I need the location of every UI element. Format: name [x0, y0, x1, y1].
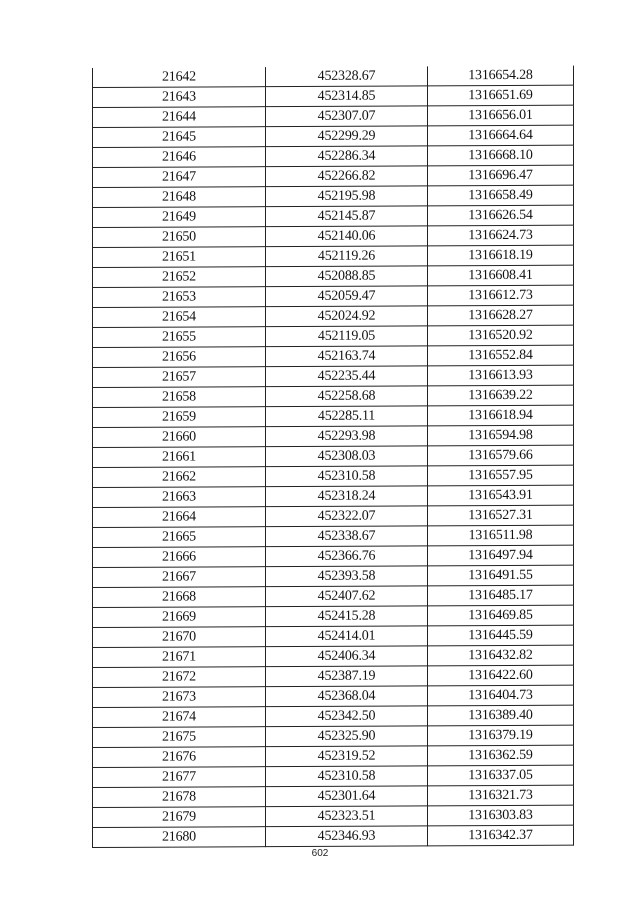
point-id-cell: 21668	[93, 587, 266, 608]
point-id-cell: 21662	[93, 467, 266, 488]
point-id-cell: 21644	[93, 107, 266, 128]
x-coordinate-cell: 452285.11	[266, 406, 428, 427]
table-row	[93, 425, 574, 447]
table-row	[93, 485, 574, 507]
x-coordinate-cell: 452342.50	[266, 706, 428, 727]
table-row	[93, 445, 574, 467]
table-row	[93, 365, 574, 387]
x-coordinate-cell: 452366.76	[266, 546, 428, 567]
x-coordinate-cell: 452235.44	[266, 366, 428, 387]
x-coordinate-cell: 452387.19	[266, 666, 428, 687]
point-id-cell: 21676	[93, 747, 266, 768]
x-coordinate-cell: 452368.04	[266, 686, 428, 707]
point-id-cell: 21675	[93, 727, 266, 748]
y-coordinate-cell: 1316432.82	[428, 645, 574, 666]
table-row	[93, 225, 574, 247]
table-row	[93, 205, 574, 227]
table-row	[93, 625, 574, 647]
x-coordinate-cell: 452024.92	[266, 306, 428, 327]
point-id-cell: 21657	[93, 367, 266, 388]
table-row	[93, 325, 574, 347]
point-id-cell: 21672	[93, 667, 266, 688]
point-id-cell: 21658	[93, 387, 266, 408]
table-row	[93, 345, 574, 367]
y-coordinate-cell: 1316658.49	[428, 185, 574, 206]
point-id-cell: 21664	[93, 507, 266, 528]
table-row	[93, 505, 574, 527]
y-coordinate-cell: 1316651.69	[428, 85, 574, 106]
x-coordinate-cell: 452338.67	[266, 526, 428, 547]
point-id-cell: 21654	[93, 307, 266, 328]
table-row	[93, 545, 574, 567]
x-coordinate-cell: 452310.58	[266, 766, 428, 787]
x-coordinate-cell: 452088.85	[266, 266, 428, 287]
table-row	[93, 685, 574, 707]
point-id-cell: 21677	[93, 767, 266, 788]
y-coordinate-cell: 1316497.94	[428, 545, 574, 566]
y-coordinate-cell: 1316543.91	[428, 485, 574, 506]
y-coordinate-cell: 1316618.19	[428, 245, 574, 266]
point-id-cell: 21659	[93, 407, 266, 428]
x-coordinate-cell: 452258.68	[266, 386, 428, 407]
y-coordinate-cell: 1316612.73	[428, 285, 574, 306]
point-id-cell: 21666	[93, 547, 266, 568]
table-row	[93, 185, 574, 207]
x-coordinate-cell: 452325.90	[266, 726, 428, 747]
x-coordinate-cell: 452415.28	[266, 606, 428, 627]
x-coordinate-cell: 452286.34	[266, 146, 428, 167]
y-coordinate-cell: 1316608.41	[428, 265, 574, 286]
y-coordinate-cell: 1316594.98	[428, 425, 574, 446]
x-coordinate-cell: 452266.82	[266, 166, 428, 187]
point-id-cell: 21671	[93, 647, 266, 668]
y-coordinate-cell: 1316624.73	[428, 225, 574, 246]
table-row	[93, 525, 574, 547]
x-coordinate-cell: 452319.52	[266, 746, 428, 767]
point-id-cell: 21646	[93, 147, 266, 168]
y-coordinate-cell: 1316511.98	[428, 525, 574, 546]
x-coordinate-cell: 452119.26	[266, 246, 428, 267]
point-id-cell: 21673	[93, 687, 266, 708]
table-row	[93, 785, 574, 807]
x-coordinate-cell: 452322.07	[266, 506, 428, 527]
x-coordinate-cell: 452328.67	[266, 66, 428, 86]
x-coordinate-cell: 452293.98	[266, 426, 428, 447]
table-row	[93, 305, 574, 327]
point-id-cell: 21653	[93, 287, 266, 308]
x-coordinate-cell: 452307.07	[266, 106, 428, 127]
point-id-cell: 21648	[93, 187, 266, 208]
table-row	[93, 165, 574, 187]
table-row	[93, 605, 574, 627]
point-id-cell: 21667	[93, 567, 266, 588]
point-id-cell: 21679	[93, 807, 266, 828]
y-coordinate-cell: 1316668.10	[428, 145, 574, 166]
y-coordinate-cell: 1316664.64	[428, 125, 574, 146]
table-row	[93, 665, 574, 687]
y-coordinate-cell: 1316696.47	[428, 165, 574, 186]
point-id-cell: 21665	[93, 527, 266, 548]
y-coordinate-cell: 1316469.85	[428, 605, 574, 626]
point-id-cell: 21655	[93, 327, 266, 348]
table-row	[93, 85, 574, 107]
y-coordinate-cell: 1316618.94	[428, 405, 574, 426]
point-id-cell: 21649	[93, 207, 266, 228]
x-coordinate-cell: 452414.01	[266, 626, 428, 647]
table-row	[93, 585, 574, 607]
x-coordinate-cell: 452145.87	[266, 206, 428, 227]
table-row	[93, 385, 574, 407]
point-id-cell: 21645	[93, 127, 266, 148]
y-coordinate-cell: 1316321.73	[428, 785, 574, 806]
table-row	[93, 105, 574, 127]
point-id-cell: 21643	[93, 87, 266, 108]
x-coordinate-cell: 452310.58	[266, 466, 428, 487]
point-id-cell: 21642	[93, 67, 266, 87]
coordinate-table-body	[93, 66, 574, 848]
y-coordinate-cell: 1316379.19	[428, 725, 574, 746]
table-row	[93, 725, 574, 747]
y-coordinate-cell: 1316303.83	[428, 805, 574, 826]
table-row	[93, 805, 574, 827]
table-row	[93, 265, 574, 287]
y-coordinate-cell: 1316342.37	[428, 825, 574, 846]
table-row	[93, 125, 574, 147]
table-row	[93, 465, 574, 487]
table-row	[93, 285, 574, 307]
point-id-cell: 21660	[93, 427, 266, 448]
point-id-cell: 21647	[93, 167, 266, 188]
y-coordinate-cell: 1316579.66	[428, 445, 574, 466]
point-id-cell: 21656	[93, 347, 266, 368]
table-row	[93, 705, 574, 727]
x-coordinate-cell: 452308.03	[266, 446, 428, 467]
x-coordinate-cell: 452393.58	[266, 566, 428, 587]
table-row	[93, 765, 574, 787]
x-coordinate-cell: 452407.62	[266, 586, 428, 607]
table-row	[93, 66, 574, 88]
coordinate-table	[92, 66, 574, 848]
x-coordinate-cell: 452059.47	[266, 286, 428, 307]
y-coordinate-cell: 1316656.01	[428, 105, 574, 126]
table-row	[93, 245, 574, 267]
y-coordinate-cell: 1316362.59	[428, 745, 574, 766]
x-coordinate-cell: 452323.51	[266, 806, 428, 827]
y-coordinate-cell: 1316654.28	[428, 66, 574, 86]
point-id-cell: 21650	[93, 227, 266, 248]
x-coordinate-cell: 452140.06	[266, 226, 428, 247]
table-row	[93, 405, 574, 427]
x-coordinate-cell: 452318.24	[266, 486, 428, 507]
page-number: 602	[311, 848, 329, 859]
y-coordinate-cell: 1316639.22	[428, 385, 574, 406]
y-coordinate-cell: 1316527.31	[428, 505, 574, 526]
point-id-cell: 21651	[93, 247, 266, 268]
x-coordinate-cell: 452314.85	[266, 86, 428, 107]
point-id-cell: 21674	[93, 707, 266, 728]
y-coordinate-cell: 1316491.55	[428, 565, 574, 586]
y-coordinate-cell: 1316404.73	[428, 685, 574, 706]
y-coordinate-cell: 1316628.27	[428, 305, 574, 326]
y-coordinate-cell: 1316520.92	[428, 325, 574, 346]
x-coordinate-cell: 452346.93	[266, 826, 428, 847]
x-coordinate-cell: 452299.29	[266, 126, 428, 147]
y-coordinate-cell: 1316445.59	[428, 625, 574, 646]
point-id-cell: 21663	[93, 487, 266, 508]
table-row	[93, 745, 574, 767]
y-coordinate-cell: 1316626.54	[428, 205, 574, 226]
y-coordinate-cell: 1316337.05	[428, 765, 574, 786]
point-id-cell: 21652	[93, 267, 266, 288]
y-coordinate-cell: 1316557.95	[428, 465, 574, 486]
point-id-cell: 21678	[93, 787, 266, 808]
y-coordinate-cell: 1316613.93	[428, 365, 574, 386]
point-id-cell: 21670	[93, 627, 266, 648]
table-row	[93, 145, 574, 167]
y-coordinate-cell: 1316552.84	[428, 345, 574, 366]
x-coordinate-cell: 452195.98	[266, 186, 428, 207]
point-id-cell: 21661	[93, 447, 266, 468]
point-id-cell: 21680	[93, 827, 266, 848]
x-coordinate-cell: 452406.34	[266, 646, 428, 667]
x-coordinate-cell: 452119.05	[266, 326, 428, 347]
y-coordinate-cell: 1316422.60	[428, 665, 574, 686]
table-row	[93, 645, 574, 667]
table-row	[93, 825, 574, 847]
y-coordinate-cell: 1316485.17	[428, 585, 574, 606]
y-coordinate-cell: 1316389.40	[428, 705, 574, 726]
x-coordinate-cell: 452301.64	[266, 786, 428, 807]
table-row	[93, 565, 574, 587]
x-coordinate-cell: 452163.74	[266, 346, 428, 367]
point-id-cell: 21669	[93, 607, 266, 628]
